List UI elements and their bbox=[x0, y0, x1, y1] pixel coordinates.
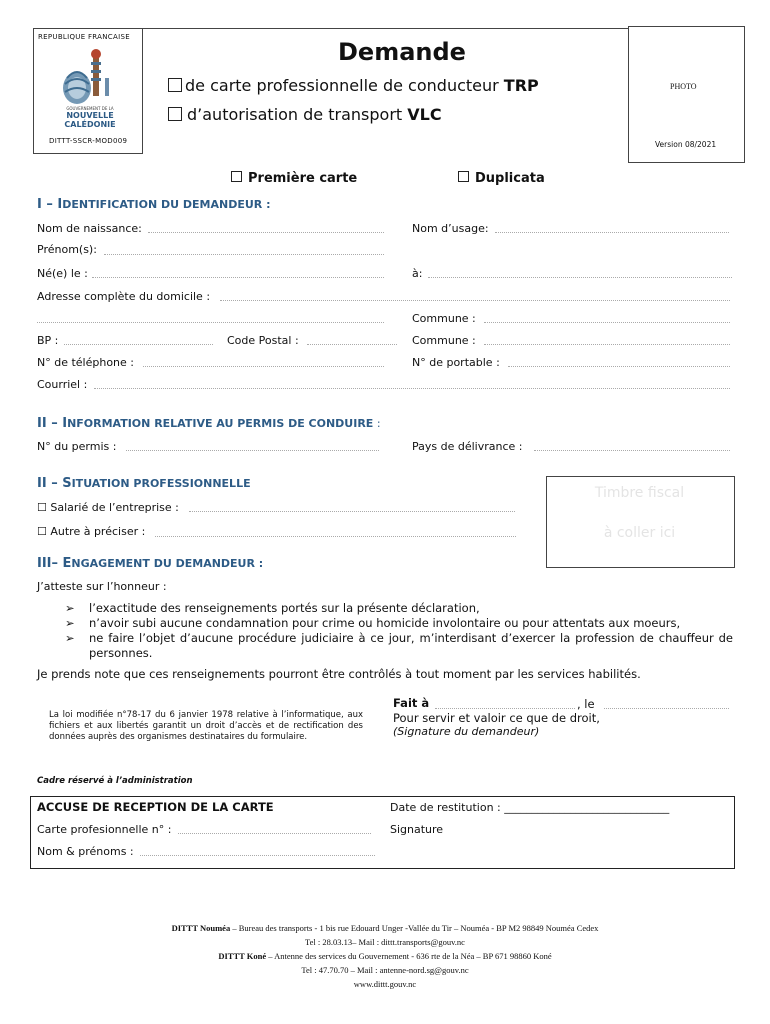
pour-servir-text: Pour servir et valoir ce que de droit, bbox=[393, 711, 600, 725]
fait-a-field[interactable] bbox=[435, 708, 575, 709]
section-roman: III– E bbox=[37, 556, 72, 571]
option-carte-pro-bold: TRP bbox=[503, 76, 539, 95]
atteste-label: J’atteste sur l’honneur : bbox=[37, 580, 167, 593]
first-card-label: Première carte bbox=[248, 171, 358, 186]
pays-field[interactable] bbox=[534, 450, 730, 451]
code-postal-label: Code Postal : bbox=[227, 334, 299, 347]
footer-line-tel-1: Tel : 28.03.13– Mail : dittt.transports@gouv.nc bbox=[305, 937, 465, 947]
nom-prenoms-label: Nom & prénoms : bbox=[37, 845, 134, 858]
section-roman: II – S bbox=[37, 476, 72, 491]
timbre-label-1: Timbre fiscal bbox=[594, 485, 685, 501]
footer-noumea-bold: DITTT Nouméa bbox=[171, 923, 231, 933]
section-title-rest: DENTIFICATION DU DEMANDEUR : bbox=[62, 198, 271, 211]
title-top-rule bbox=[141, 28, 628, 29]
first-card-option[interactable] bbox=[231, 171, 357, 186]
permis-label: N° du permis : bbox=[37, 440, 117, 453]
timbre-label-2: à coller ici bbox=[603, 525, 676, 541]
date-restitution[interactable]: Date de restitution : ______________________________ bbox=[390, 801, 670, 814]
courriel-label: Courriel : bbox=[37, 378, 88, 391]
fait-a-label: Fait à bbox=[393, 696, 430, 710]
logo-caption-1: GOUVERNEMENT DE LA bbox=[66, 106, 114, 111]
footer-kone-bold: DITTT Koné bbox=[218, 951, 267, 961]
carte-pro-label: Carte profesionnelle n° : bbox=[37, 823, 172, 836]
footer-line-noumea bbox=[0, 921, 770, 935]
checkbox-icon[interactable] bbox=[168, 107, 182, 121]
commune-label-1: Commune : bbox=[412, 312, 476, 325]
duplicate-label: Duplicata bbox=[475, 171, 545, 186]
cagou-logo-icon bbox=[55, 48, 125, 108]
list-item bbox=[65, 631, 733, 661]
arrow-bullet-icon: ➢ bbox=[65, 631, 75, 645]
autre-field[interactable] bbox=[155, 536, 516, 537]
section-title-colon: : bbox=[373, 417, 381, 430]
nom-usage-field[interactable] bbox=[495, 232, 729, 233]
loi-text: La loi modifiée n°78-17 du 6 janvier 1978 relative à l’informatique, aux fichiers et aux libertés garantit un droit d’accès et de rectification des données auprès des organismes destinataires du formulaire. bbox=[49, 710, 363, 742]
option-autorisation bbox=[168, 105, 442, 124]
republic-label: REPUBLIQUE FRANCAISE bbox=[38, 33, 130, 41]
commune-field-1[interactable] bbox=[484, 322, 730, 323]
option-autorisation-bold: VLC bbox=[407, 105, 442, 124]
salarie-field[interactable] bbox=[189, 511, 515, 512]
section-roman: I – I bbox=[37, 197, 63, 212]
footer-line-tel-2: Tel : 47.70.70 – Mail : antenne-nord.sg@gouv.nc bbox=[301, 965, 469, 975]
cadre-admin-label: Cadre réservé à l’administration bbox=[37, 776, 193, 786]
prenoms-field[interactable] bbox=[104, 254, 384, 255]
portable-label: N° de portable : bbox=[412, 356, 500, 369]
checkbox-icon[interactable] bbox=[231, 171, 242, 182]
telephone-label: N° de téléphone : bbox=[37, 356, 135, 369]
option-autorisation-text: d’autorisation de transport bbox=[187, 105, 408, 124]
footer-website[interactable]: www.dittt.gouv.nc bbox=[353, 979, 417, 989]
bullet-text: n’avoir subi aucune condamnation pour crime ou homicide involontaire ou pour attentats aux moeurs, bbox=[89, 616, 681, 630]
arrow-bullet-icon: ➢ bbox=[65, 616, 75, 630]
arrow-bullet-icon: ➢ bbox=[65, 601, 75, 615]
section-engagement-title bbox=[37, 556, 263, 571]
footer-kone-rest: – Antenne des services du Gouvernement - 636 rte de la Néa – BP 671 98860 Koné bbox=[266, 951, 552, 961]
lieu-naissance-label: à: bbox=[412, 267, 423, 280]
commune-field-2[interactable] bbox=[484, 344, 730, 345]
page-title: Demande bbox=[338, 38, 466, 66]
nom-naissance-field[interactable] bbox=[148, 232, 384, 233]
pays-label: Pays de délivrance : bbox=[412, 440, 523, 453]
telephone-field[interactable] bbox=[143, 366, 384, 367]
commune-label-2: Commune : bbox=[412, 334, 476, 347]
option-carte-pro-text: de carte professionnelle de conducteur bbox=[185, 76, 504, 95]
section-title-rest: NFORMATION RELATIVE AU PERMIS DE CONDUIRE bbox=[67, 417, 374, 430]
signature-label: Signature bbox=[390, 823, 444, 836]
nom-usage-label: Nom d’usage: bbox=[412, 222, 489, 235]
permis-field[interactable] bbox=[126, 450, 379, 451]
section-identification-title bbox=[37, 197, 270, 212]
version-label: Version 08/2021 bbox=[655, 140, 717, 149]
photo-label: PHOTO bbox=[670, 82, 697, 91]
footer-noumea-rest: – Bureau des transports - 1 bis rue Edouard Unger -Vallée du Tir – Nouméa - BP M2 98849 Nouméa Cedex bbox=[230, 923, 599, 933]
footer bbox=[0, 921, 770, 991]
courriel-field[interactable] bbox=[94, 388, 730, 389]
ne-le-label: Né(e) le : bbox=[37, 267, 88, 280]
checkbox-icon[interactable] bbox=[458, 171, 469, 182]
code-postal-field[interactable] bbox=[307, 344, 397, 345]
accuse-title: ACCUSE DE RECEPTION DE LA CARTE bbox=[37, 800, 274, 814]
ne-le-field[interactable] bbox=[92, 277, 384, 278]
list-item bbox=[65, 601, 733, 616]
list-item bbox=[65, 616, 733, 631]
section-situation-title bbox=[37, 476, 251, 491]
autre-option[interactable]: ☐ Autre à préciser : bbox=[37, 525, 146, 538]
logo-caption-3: CALÉDONIE bbox=[64, 120, 116, 129]
engagement-list bbox=[65, 601, 733, 661]
bullet-text: l’exactitude des renseignements portés sur la présente déclaration, bbox=[89, 601, 480, 615]
salarie-option[interactable]: ☐ Salarié de l’entreprise : bbox=[37, 501, 179, 514]
section-title-rest: NGAGEMENT DU DEMANDEUR : bbox=[71, 557, 264, 570]
section-permis-title bbox=[37, 416, 381, 431]
adresse-field-2[interactable] bbox=[37, 322, 384, 323]
duplicate-option[interactable] bbox=[458, 171, 545, 186]
portable-field[interactable] bbox=[508, 366, 730, 367]
carte-pro-field[interactable] bbox=[178, 833, 371, 834]
bp-field[interactable] bbox=[64, 344, 213, 345]
section-title-rest: ITUATION PROFESSIONNELLE bbox=[71, 477, 251, 490]
prenoms-label: Prénom(s): bbox=[37, 243, 97, 256]
adresse-field[interactable] bbox=[220, 300, 730, 301]
date-field[interactable] bbox=[604, 708, 729, 709]
adresse-label: Adresse complète du domicile : bbox=[37, 290, 211, 303]
nom-prenoms-field[interactable] bbox=[140, 855, 375, 856]
checkbox-icon[interactable] bbox=[168, 78, 182, 92]
form-code: DITTT-SSCR-MOD009 bbox=[49, 137, 128, 145]
government-logo bbox=[55, 48, 125, 130]
le-label: , le bbox=[577, 697, 595, 711]
lieu-naissance-field[interactable] bbox=[428, 277, 732, 278]
option-carte-pro bbox=[168, 76, 539, 95]
bullet-text: ne faire l’objet d’aucune procédure judiciaire à ce jour, m’interdisant d’exercer la profession de chauffeur de personnes. bbox=[89, 631, 733, 660]
bp-label: BP : bbox=[37, 334, 59, 347]
footer-line-kone bbox=[0, 949, 770, 963]
nom-naissance-label: Nom de naissance: bbox=[37, 222, 142, 235]
logo-caption-2: NOUVELLE bbox=[66, 111, 114, 120]
note-text: Je prends note que ces renseignements pourront être contrôlés à tout moment par les services habilités. bbox=[37, 667, 641, 681]
section-roman: II – I bbox=[37, 416, 68, 431]
signature-demandeur-label: (Signature du demandeur) bbox=[393, 725, 540, 738]
